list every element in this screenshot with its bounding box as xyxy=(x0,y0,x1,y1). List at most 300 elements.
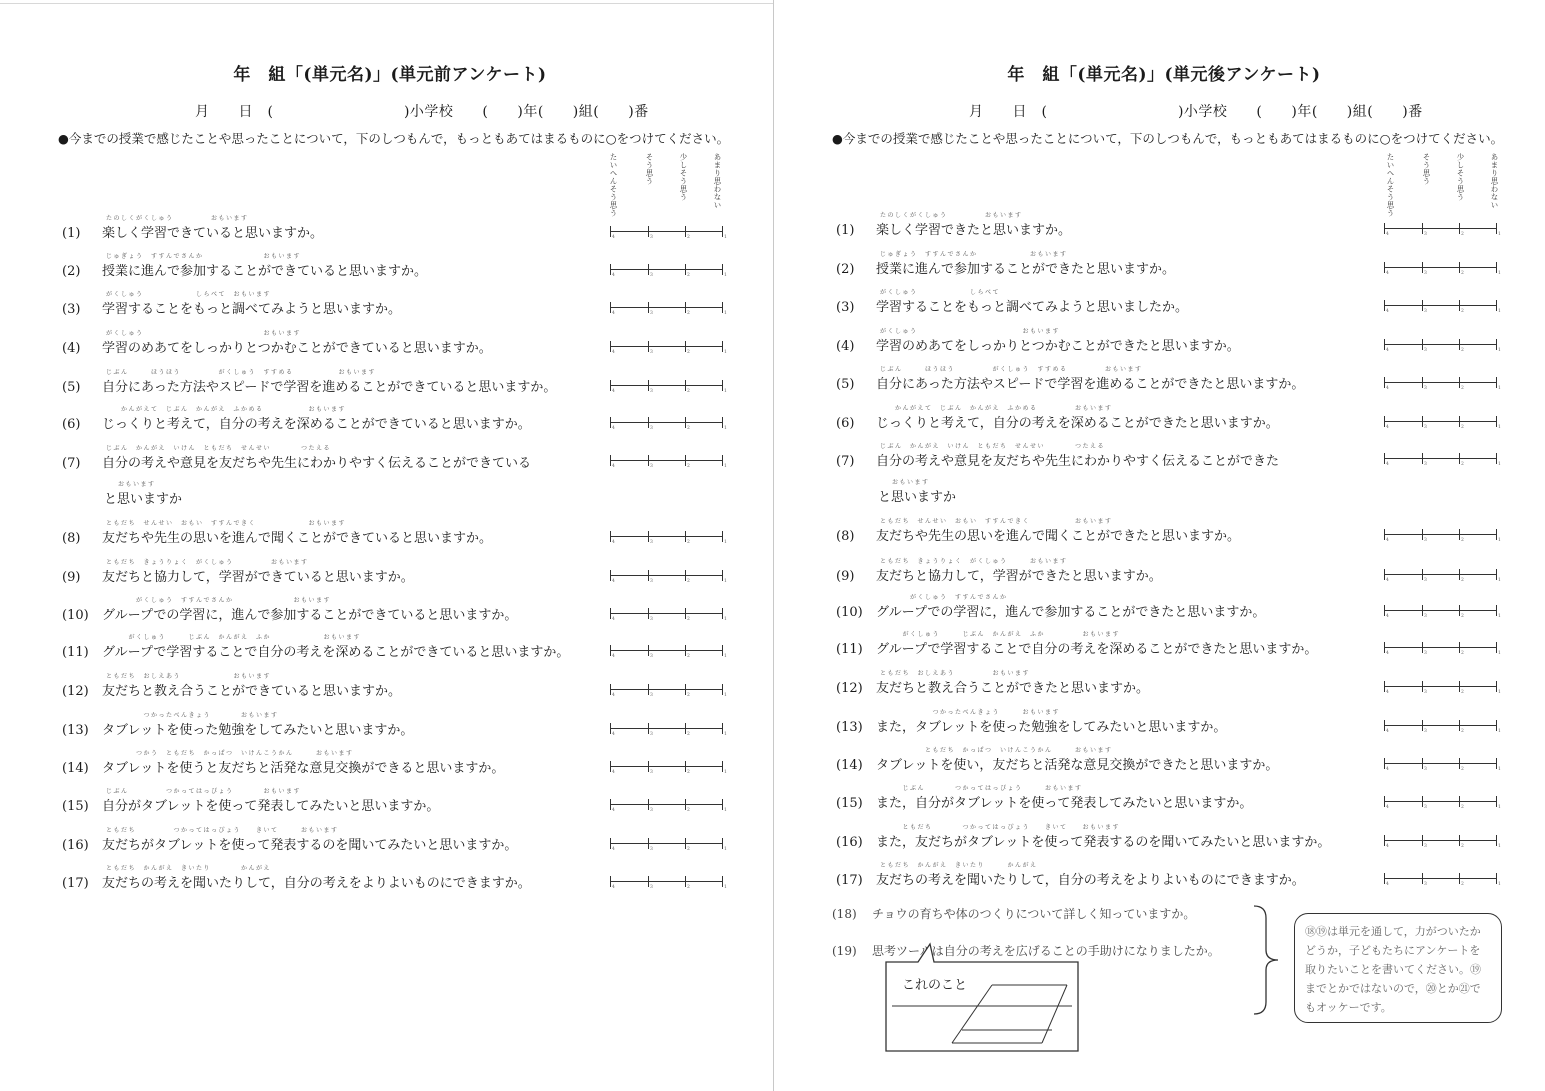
scale-tick[interactable] xyxy=(722,226,723,237)
rating-scale[interactable] xyxy=(1384,300,1501,314)
question-number: (12) xyxy=(836,681,863,696)
scale-tick[interactable] xyxy=(722,380,723,391)
scale-tick[interactable] xyxy=(648,264,649,275)
scale-tick[interactable] xyxy=(610,684,611,695)
rating-scale[interactable] xyxy=(1384,758,1501,772)
scale-tick[interactable] xyxy=(685,723,686,734)
question-number: (11) xyxy=(62,645,89,660)
scale-number: 2 xyxy=(1461,690,1464,695)
scale-tick[interactable] xyxy=(1496,569,1497,580)
rating-scale[interactable] xyxy=(1384,529,1501,543)
scale-number: 2 xyxy=(1461,578,1464,583)
scale-number: 2 xyxy=(687,389,690,394)
scale-number: 4 xyxy=(612,808,615,813)
scale-tick[interactable] xyxy=(722,455,723,466)
rating-scale[interactable] xyxy=(1384,835,1501,849)
scale-tick[interactable] xyxy=(610,645,611,656)
question-number: (4) xyxy=(62,341,81,356)
scale-number: 1 xyxy=(724,426,727,431)
scale-tick[interactable] xyxy=(648,838,649,849)
rating-scale[interactable] xyxy=(610,570,727,584)
scale-tick[interactable] xyxy=(722,264,723,275)
rating-scale[interactable] xyxy=(610,608,727,622)
furigana: がくしゅう じぶん かんがえ ふか おもいます xyxy=(106,634,362,641)
scale-tick[interactable] xyxy=(1384,642,1385,653)
scale-tick[interactable] xyxy=(1422,873,1423,884)
scale-number: 3 xyxy=(1424,309,1427,314)
question-text: 友だちや先生の思いを進んで聞くことができていると思いますか。 xyxy=(102,531,493,546)
question-row xyxy=(62,795,439,814)
scale-tick[interactable] xyxy=(1422,605,1423,616)
scale-tick[interactable] xyxy=(610,341,611,352)
scale-tick[interactable] xyxy=(685,226,686,237)
scale-tick[interactable] xyxy=(610,455,611,466)
scale-number: 2 xyxy=(1461,348,1464,353)
rating-scale[interactable] xyxy=(610,264,727,278)
scale-line xyxy=(1384,267,1497,268)
question-row xyxy=(62,337,492,356)
scale-line xyxy=(1384,686,1497,687)
scale-tick[interactable] xyxy=(610,264,611,275)
scale-tick[interactable] xyxy=(722,570,723,581)
question-number: (3) xyxy=(62,302,81,317)
question-text: また，友だちがタブレットを使って発表するのを聞いてみたいと思いますか。 xyxy=(876,835,1331,850)
scale-tick[interactable] xyxy=(648,761,649,772)
rating-scale[interactable] xyxy=(1384,605,1501,619)
rating-scale[interactable] xyxy=(1384,720,1501,734)
scale-number: 3 xyxy=(1424,232,1427,237)
rating-scale[interactable] xyxy=(1384,377,1501,391)
scale-tick[interactable] xyxy=(648,302,649,313)
scale-number: 4 xyxy=(612,426,615,431)
scale-number: 3 xyxy=(1424,882,1427,887)
question-number: (15) xyxy=(836,796,863,811)
scale-tick[interactable] xyxy=(610,226,611,237)
scale-tick[interactable] xyxy=(1422,377,1423,388)
scale-number: 3 xyxy=(1424,348,1427,353)
scale-tick[interactable] xyxy=(610,723,611,734)
question-row xyxy=(62,604,517,623)
rating-scale[interactable] xyxy=(610,645,727,659)
scale-tick[interactable] xyxy=(1422,339,1423,350)
scale-tick[interactable] xyxy=(1459,720,1460,731)
scale-number: 4 xyxy=(1386,348,1389,353)
scale-tick[interactable] xyxy=(1496,300,1497,311)
scale-tick[interactable] xyxy=(685,608,686,619)
scale-tick[interactable] xyxy=(685,302,686,313)
scale-tick[interactable] xyxy=(1459,642,1460,653)
scale-tick[interactable] xyxy=(610,302,611,313)
scale-tick[interactable] xyxy=(1459,453,1460,464)
scale-tick[interactable] xyxy=(1422,453,1423,464)
scale-tick[interactable] xyxy=(1496,796,1497,807)
scale-tick[interactable] xyxy=(1384,873,1385,884)
question-text: 学習のめあてをしっかりとつかむことができたと思いますか。 xyxy=(876,339,1240,354)
rating-scale[interactable] xyxy=(1384,262,1501,276)
question-row xyxy=(62,452,531,471)
question-text: じっくりと考えて，自分の考えを深めることができていると思いますか。 xyxy=(102,417,531,432)
scale-tick[interactable] xyxy=(685,876,686,887)
scale-tick[interactable] xyxy=(1384,223,1385,234)
scale-tick[interactable] xyxy=(1384,416,1385,427)
scale-number: 2 xyxy=(1461,538,1464,543)
furigana: おもいます xyxy=(892,479,930,486)
scale-tick[interactable] xyxy=(685,761,686,772)
scale-tick[interactable] xyxy=(610,417,611,428)
scale-tick[interactable] xyxy=(685,570,686,581)
scale-tick[interactable] xyxy=(1496,339,1497,350)
rating-scale[interactable] xyxy=(1384,796,1501,810)
scale-tick[interactable] xyxy=(1496,453,1497,464)
scale-number: 4 xyxy=(1386,614,1389,619)
rating-scale[interactable] xyxy=(610,417,727,431)
furigana: がくしゅう おもいます xyxy=(106,330,302,337)
scale-tick[interactable] xyxy=(1459,796,1460,807)
scale-tick[interactable] xyxy=(1459,873,1460,884)
scale-tick[interactable] xyxy=(1384,453,1385,464)
scale-number: 4 xyxy=(1386,425,1389,430)
instruction-text: ●今までの授業で感じたことや思ったことについて，下のしつもんで，もっともあてはまるものに○をつけてください。 xyxy=(832,131,1504,146)
scale-tick[interactable] xyxy=(1384,262,1385,273)
question-row xyxy=(836,525,1240,544)
scale-tick[interactable] xyxy=(1422,642,1423,653)
scale-line xyxy=(610,269,723,270)
furigana: じぶん かんがえ いけん ともだち せんせい つたえる xyxy=(106,445,332,452)
scale-tick[interactable] xyxy=(648,608,649,619)
rating-scale[interactable] xyxy=(1384,681,1501,695)
furigana: じぶん ほうほう がくしゅう すすめる おもいます xyxy=(880,366,1143,373)
scale-line xyxy=(1384,801,1497,802)
rating-scale[interactable] xyxy=(610,455,727,469)
scale-number: 3 xyxy=(650,885,653,890)
right-survey-page xyxy=(774,0,1545,1091)
scale-tick[interactable] xyxy=(1422,416,1423,427)
scale-line xyxy=(610,307,723,308)
scale-tick[interactable] xyxy=(722,302,723,313)
scale-tick[interactable] xyxy=(685,531,686,542)
rating-scale[interactable] xyxy=(610,226,727,240)
question-number: (13) xyxy=(62,723,89,738)
rating-scale[interactable] xyxy=(610,799,727,813)
scale-number: 1 xyxy=(724,693,727,698)
scale-number: 4 xyxy=(1386,882,1389,887)
rating-scale[interactable] xyxy=(610,876,727,890)
student-info-line: 月 日 ( )小学校 ( )年( )組( )番 xyxy=(969,104,1423,120)
scale-tick[interactable] xyxy=(1496,720,1497,731)
scale-tick[interactable] xyxy=(1496,605,1497,616)
question-number: (10) xyxy=(62,608,89,623)
scale-tick[interactable] xyxy=(610,380,611,391)
scale-tick[interactable] xyxy=(722,876,723,887)
scale-line xyxy=(610,650,723,651)
scale-line xyxy=(610,613,723,614)
scale-line xyxy=(610,689,723,690)
scale-tick[interactable] xyxy=(610,531,611,542)
furigana: ともだち おしえあう おもいます xyxy=(106,673,272,680)
scale-tick[interactable] xyxy=(685,380,686,391)
furigana: ともだち かっぱつ いけんこうかん おもいます xyxy=(880,747,1113,754)
scale-tick[interactable] xyxy=(1384,339,1385,350)
scale-number: 2 xyxy=(687,311,690,316)
question-number: (6) xyxy=(836,416,855,431)
scale-label: そう思う xyxy=(645,153,654,185)
scale-tick[interactable] xyxy=(1422,223,1423,234)
rating-scale[interactable] xyxy=(610,838,727,852)
question-text: タブレットを使い，友だちと活発な意見交換ができたと思いますか。 xyxy=(876,758,1279,773)
scale-tick[interactable] xyxy=(1384,569,1385,580)
question-text: 友だちがタブレットを使って発表するのを聞いてみたいと思いますか。 xyxy=(102,838,518,853)
question-text: 自分にあった方法やスピードで学習を進めることができたと思いますか。 xyxy=(876,377,1305,392)
scale-tick[interactable] xyxy=(1384,835,1385,846)
scale-line xyxy=(1384,878,1497,879)
scale-line xyxy=(610,728,723,729)
scale-tick[interactable] xyxy=(1459,835,1460,846)
scale-tick[interactable] xyxy=(1459,758,1460,769)
rating-scale[interactable] xyxy=(610,341,727,355)
question-row xyxy=(836,601,1265,620)
scale-number: 3 xyxy=(650,235,653,240)
question-number: (4) xyxy=(836,339,855,354)
scale-tick[interactable] xyxy=(648,570,649,581)
scale-tick[interactable] xyxy=(1459,605,1460,616)
scale-number: 1 xyxy=(1498,232,1501,237)
furigana: じゅぎょう すすんでさんか おもいます xyxy=(880,251,1068,258)
scale-tick[interactable] xyxy=(648,417,649,428)
scale-tick[interactable] xyxy=(1384,796,1385,807)
question-text: チョウの育ちや体のつくりについて詳しく知っていますか。 xyxy=(872,907,1196,921)
scale-tick[interactable] xyxy=(1384,377,1385,388)
rating-scale[interactable] xyxy=(1384,642,1501,656)
scale-number: 3 xyxy=(650,579,653,584)
scale-line xyxy=(1384,725,1497,726)
rating-scale[interactable] xyxy=(610,684,727,698)
scale-tick[interactable] xyxy=(1384,605,1385,616)
scale-number: 3 xyxy=(650,808,653,813)
scale-tick[interactable] xyxy=(648,226,649,237)
scale-number: 4 xyxy=(612,693,615,698)
scale-tick[interactable] xyxy=(648,876,649,887)
scale-number: 3 xyxy=(650,654,653,659)
scale-number: 4 xyxy=(1386,690,1389,695)
question-text: 楽しく学習できていると思いますか。 xyxy=(102,226,324,241)
question-number: (16) xyxy=(62,838,89,853)
scale-tick[interactable] xyxy=(648,684,649,695)
scale-line xyxy=(610,422,723,423)
scale-tick[interactable] xyxy=(722,531,723,542)
scale-number: 4 xyxy=(1386,462,1389,467)
question-number: (8) xyxy=(62,531,81,546)
scale-line xyxy=(1384,610,1497,611)
scale-number: 1 xyxy=(724,235,727,240)
callout-speech-box-icon xyxy=(882,940,1082,1055)
scale-tick[interactable] xyxy=(1496,377,1497,388)
question-row xyxy=(62,641,569,660)
rating-scale[interactable] xyxy=(1384,569,1501,583)
scale-tick[interactable] xyxy=(1422,569,1423,580)
scale-number: 1 xyxy=(724,464,727,469)
rating-scale[interactable] xyxy=(1384,453,1501,467)
furigana: がくしゅう じぶん かんがえ ふか おもいます xyxy=(880,631,1121,638)
scale-tick[interactable] xyxy=(722,684,723,695)
scale-tick[interactable] xyxy=(1459,300,1460,311)
scale-tick[interactable] xyxy=(1459,529,1460,540)
question-text: 友だちと教え合うことができていると思いますか。 xyxy=(102,684,402,699)
scale-tick[interactable] xyxy=(722,341,723,352)
rating-scale[interactable] xyxy=(610,723,727,737)
scale-tick[interactable] xyxy=(1459,262,1460,273)
scale-tick[interactable] xyxy=(648,799,649,810)
rating-scale[interactable] xyxy=(1384,416,1501,430)
question-row xyxy=(836,638,1317,657)
scale-tick[interactable] xyxy=(648,645,649,656)
question-row xyxy=(836,219,1071,238)
scale-tick[interactable] xyxy=(1422,262,1423,273)
question-number: (6) xyxy=(62,417,81,432)
scale-tick[interactable] xyxy=(1496,262,1497,273)
rating-scale[interactable] xyxy=(610,302,727,316)
rating-scale[interactable] xyxy=(1384,223,1501,237)
scale-number: 1 xyxy=(1498,690,1501,695)
scale-tick[interactable] xyxy=(685,455,686,466)
scale-number: 1 xyxy=(1498,651,1501,656)
scale-tick[interactable] xyxy=(610,608,611,619)
scale-tick[interactable] xyxy=(1422,758,1423,769)
scale-tick[interactable] xyxy=(1496,873,1497,884)
question-text-continued: と思いますか xyxy=(104,492,183,507)
scale-tick[interactable] xyxy=(722,723,723,734)
scale-number: 4 xyxy=(1386,805,1389,810)
scale-number: 3 xyxy=(650,847,653,852)
scale-tick[interactable] xyxy=(1496,529,1497,540)
rating-scale[interactable] xyxy=(1384,873,1501,887)
scale-tick[interactable] xyxy=(1459,681,1460,692)
scale-number: 1 xyxy=(724,273,727,278)
scale-tick[interactable] xyxy=(722,608,723,619)
furigana: かんがえて じぶん かんがえ ふかめる おもいます xyxy=(106,406,347,413)
scale-tick[interactable] xyxy=(1384,758,1385,769)
scale-tick[interactable] xyxy=(1459,223,1460,234)
question-number: (1) xyxy=(62,226,81,241)
scale-tick[interactable] xyxy=(1459,416,1460,427)
scale-tick[interactable] xyxy=(610,761,611,772)
scale-tick[interactable] xyxy=(1384,681,1385,692)
rating-scale[interactable] xyxy=(610,531,727,545)
scale-number: 4 xyxy=(612,847,615,852)
scale-tick[interactable] xyxy=(1496,835,1497,846)
question-number: (1) xyxy=(836,223,855,238)
scale-tick[interactable] xyxy=(685,341,686,352)
scale-tick[interactable] xyxy=(1422,835,1423,846)
scale-tick[interactable] xyxy=(610,570,611,581)
scale-tick[interactable] xyxy=(648,341,649,352)
scale-tick[interactable] xyxy=(1422,300,1423,311)
scale-tick[interactable] xyxy=(648,531,649,542)
scale-tick[interactable] xyxy=(1496,642,1497,653)
scale-number: 1 xyxy=(724,389,727,394)
scale-tick[interactable] xyxy=(1459,377,1460,388)
scale-line xyxy=(610,804,723,805)
furigana: かんがえて じぶん かんがえ ふかめる おもいます xyxy=(880,405,1113,412)
scale-number: 1 xyxy=(1498,882,1501,887)
scale-tick[interactable] xyxy=(685,264,686,275)
scale-line xyxy=(1384,840,1497,841)
scale-tick[interactable] xyxy=(610,799,611,810)
extra-question-18 xyxy=(832,905,1195,922)
scale-tick[interactable] xyxy=(648,380,649,391)
scale-tick[interactable] xyxy=(722,761,723,772)
scale-tick[interactable] xyxy=(722,799,723,810)
rating-scale[interactable] xyxy=(610,761,727,775)
scale-number: 2 xyxy=(687,273,690,278)
scale-line xyxy=(1384,344,1497,345)
scale-line xyxy=(610,881,723,882)
rating-scale[interactable] xyxy=(1384,339,1501,353)
scale-tick[interactable] xyxy=(1422,720,1423,731)
question-text: タブレットを使うと友だちと活発な意見交換ができると思いますか。 xyxy=(102,761,505,776)
question-row xyxy=(62,834,517,853)
scale-tick[interactable] xyxy=(1422,681,1423,692)
furigana: ともだち つかってはっぴょう きいて おもいます xyxy=(880,824,1121,831)
scale-tick[interactable] xyxy=(1459,569,1460,580)
scale-tick[interactable] xyxy=(1496,758,1497,769)
scale-tick[interactable] xyxy=(1384,300,1385,311)
furigana: ともだち かんがえ きいたり かんがえ xyxy=(106,865,272,872)
question-number: (17) xyxy=(62,876,89,891)
scale-line xyxy=(610,231,723,232)
scale-tick[interactable] xyxy=(648,455,649,466)
scale-tick[interactable] xyxy=(722,645,723,656)
question-number: (9) xyxy=(62,570,81,585)
scale-tick[interactable] xyxy=(685,684,686,695)
question-row xyxy=(836,831,1330,850)
scale-tick[interactable] xyxy=(1422,529,1423,540)
rating-scale[interactable] xyxy=(610,380,727,394)
scale-tick[interactable] xyxy=(722,838,723,849)
question-text: 自分にあった方法やスピードで学習を進めることができていると思いますか。 xyxy=(102,380,557,395)
scale-number: 1 xyxy=(724,311,727,316)
scale-number: 2 xyxy=(687,464,690,469)
scale-number: 3 xyxy=(1424,538,1427,543)
scale-number: 3 xyxy=(1424,767,1427,772)
scale-number: 4 xyxy=(612,770,615,775)
question-number: (12) xyxy=(62,684,89,699)
scale-tick[interactable] xyxy=(1459,339,1460,350)
scale-tick[interactable] xyxy=(685,838,686,849)
scale-tick[interactable] xyxy=(1422,796,1423,807)
scale-line xyxy=(1384,534,1497,535)
scale-tick[interactable] xyxy=(685,799,686,810)
scale-tick[interactable] xyxy=(648,723,649,734)
question-row xyxy=(836,412,1279,431)
scale-tick[interactable] xyxy=(1496,416,1497,427)
scale-tick[interactable] xyxy=(1384,529,1385,540)
scale-tick[interactable] xyxy=(685,645,686,656)
question-number: (17) xyxy=(836,873,863,888)
furigana: ともだち かんがえ きいたり かんがえ xyxy=(880,862,1038,869)
scale-tick[interactable] xyxy=(1496,223,1497,234)
question-row xyxy=(836,754,1278,773)
scale-label: 少しそう思う xyxy=(679,153,688,201)
scale-tick[interactable] xyxy=(1496,681,1497,692)
scale-tick[interactable] xyxy=(610,838,611,849)
scale-tick[interactable] xyxy=(685,417,686,428)
scale-tick[interactable] xyxy=(610,876,611,887)
scale-number: 2 xyxy=(687,732,690,737)
scale-tick[interactable] xyxy=(1384,720,1385,731)
scale-number: 4 xyxy=(612,654,615,659)
scale-tick[interactable] xyxy=(722,417,723,428)
question-text: タブレットを使った勉強をしてみたいと思いますか。 xyxy=(102,723,414,738)
